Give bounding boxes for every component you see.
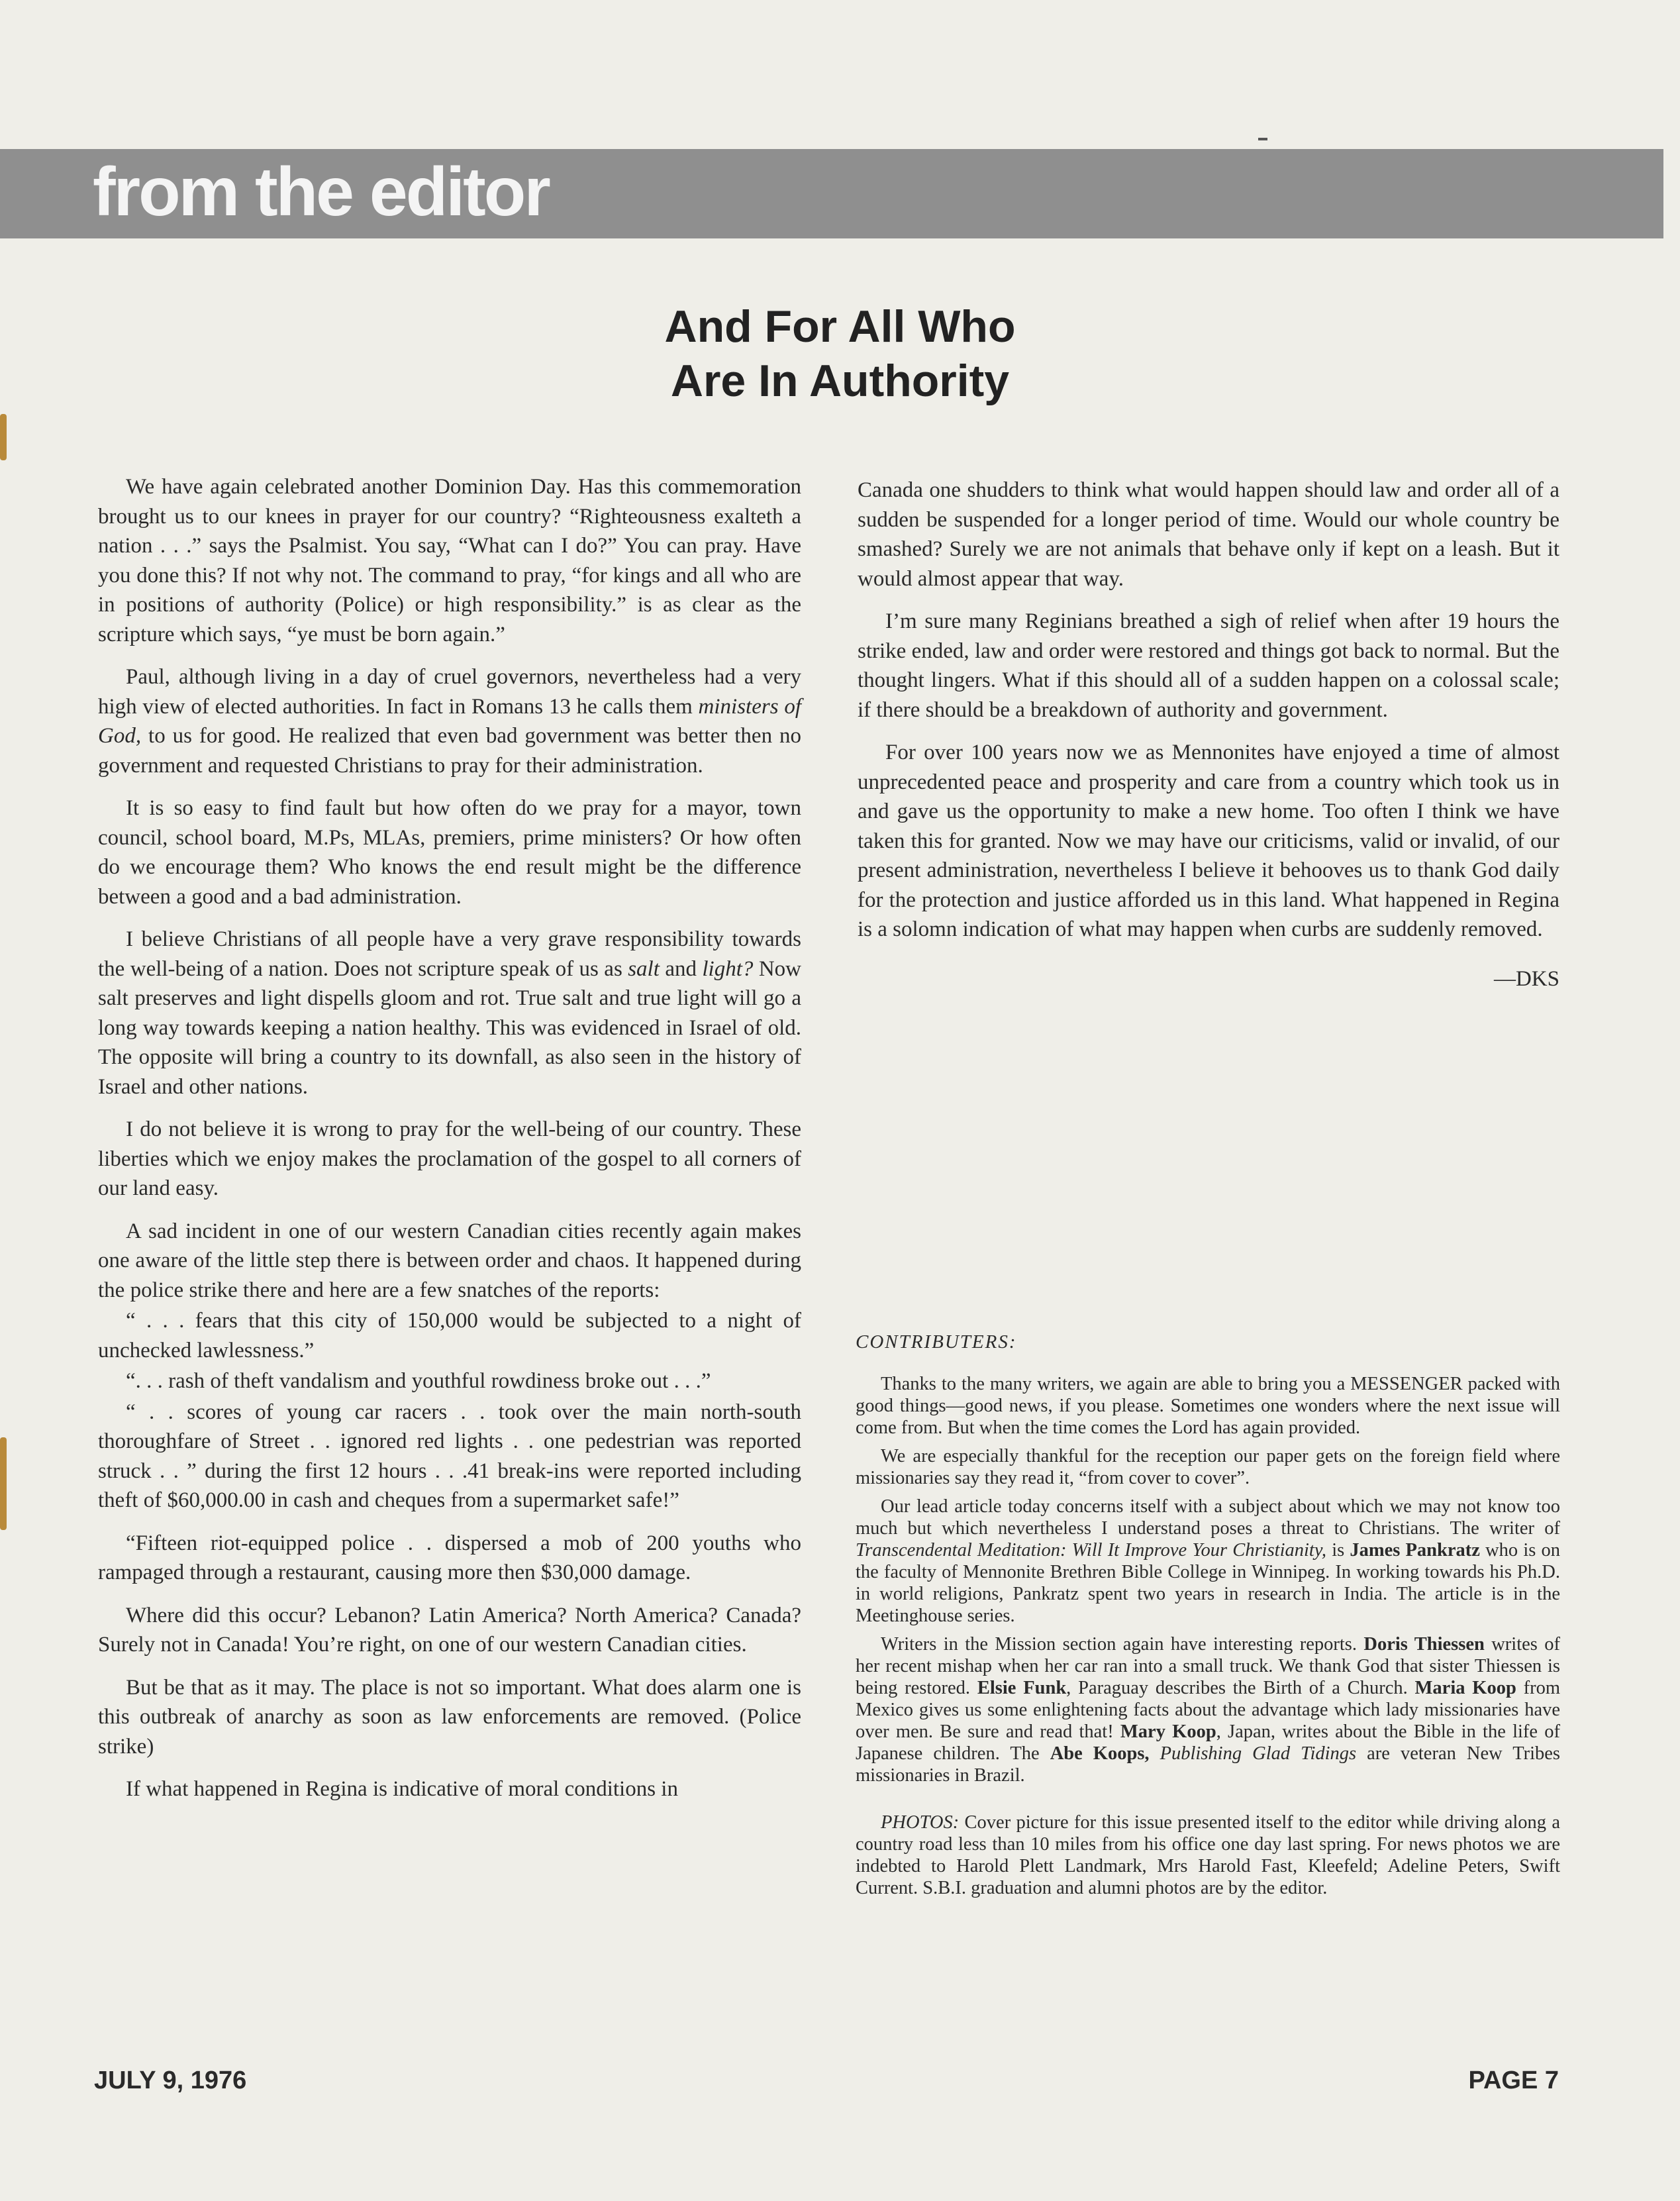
left-column-paragraph: “ . . . fears that this city of 150,000 would be subjected to a night of unchecked lawlessness.” [98, 1309, 801, 1362]
left-column-paragraph: “ . . scores of young car racers . . took over the main north-south thoroughfare of Street . . ignored red lights . . one pedestrian was reported struck . . ” during the first 12 hours . . .41 break-ins were reported including theft of $60,000.00 in cash and cheques from a supermarket safe!” [98, 1400, 801, 1512]
left-column-paragraph: But be that as it may. The place is not so important. What does alarm one is this outbreak of anarchy as soon as law enforcements are removed. (Police strike) [98, 1675, 801, 1759]
left-column-paragraph: We have again celebrated another Dominion Day. Has this commemoration brought us to our knees in prayer for our country? “Righteousness exalteth a nation . . .” says the Psalmist. You say, “What can I do?” You can pray. Have you done this? If not why not. The command to pray, “for kings and all who are in positions of authority (Police) or high responsibility.” is as clear as the scripture which says, “ye must be born again.” [98, 475, 801, 646]
contributors-paragraph: We are especially thankful for the reception our paper gets on the foreign field where missionaries say they read it, “from cover to cover”. [856, 1446, 1560, 1488]
left-column-paragraph: Where did this occur? Lebanon? Latin America? North America? Canada? Surely not in Canada! You’re right, on one of our western Canadian cities. [98, 1603, 801, 1657]
section-banner [0, 149, 1663, 238]
left-column-paragraph: A sad incident in one of our western Canadian cities recently again makes one aware of the little step there is between order and chaos. It happened during the police strike there and here are a few snatches of the reports: [98, 1219, 801, 1302]
contributors-paragraphs [856, 1373, 1560, 1786]
left-column-paragraph: “Fifteen riot-equipped police . . dispersed a mob of 200 youths who rampaged through a restaurant, causing more then $30,000 damage. [98, 1531, 801, 1584]
left-column-paragraph: I believe Christians of all people have a very grave responsibility towards the well-being of a nation. Does not scripture speak of us as salt and light? Now salt preserves and light dispells gloom and rot. True salt and true light will go a long way towards keeping a nation healthy. This was evidenced in Israel of old. The opposite will bring a country to its downfall, as also seen in the history of Israel and other nations. [98, 927, 801, 1099]
photos-label: PHOTOS: [881, 1812, 960, 1833]
article-left-column [98, 472, 801, 1817]
issue-date: JULY 9, 1976 [94, 2067, 247, 2094]
right-column-paragraph: For over 100 years now we as Mennonites have enjoyed a time of almost unprecedented peace and prosperity and care from a country which took us in and gave us the opportunity to make a new home. Too often I think we have taken this for granted. Now we may have our criticisms, valid or invalid, of our present administration, nevertheless I believe it behooves us to thank God daily for the protection and justice afforded us in this land. What happened in Regina is a solomn indication of what may happen when curbs are suddenly removed. [858, 741, 1559, 941]
contributors-section [856, 1331, 1560, 1906]
contributors-paragraph: Thanks to the many writers, we again are able to bring you a MESSENGER packed with good things—good news, if you please. Sometimes one wonders where the next issue will come from. But when the time comes the Lord has again provided. [856, 1374, 1560, 1438]
headline-line-2: Are In Authority [670, 356, 1010, 406]
contributors-paragraph: Writers in the Mission section again have interesting reports. Doris Thiessen writes of her recent mishap when her car ran into a small truck. We thank God that sister Thiessen is being restored. Elsie Funk, Paraguay describes the Birth of a Church. Maria Koop from Mexico gives us some enlightening facts about the advantage which lady missionaries have over men. Be sure and read that! Mary Koop, Japan, writes about the Bible in the life of Japanese children. The Abe Koops, Publishing Glad Tidings are veteran New Tribes missionaries in Brazil. [856, 1634, 1561, 1786]
contributors-paragraph: Our lead article today concerns itself with a subject about which we may not know too much but which nevertheless I understand poses a threat to Christians. The writer of Transcendental Meditation: Will It Improve Your Christianity, is James Pankratz who is on the faculty of Mennonite Brethren Bible College in Winnipeg. In working towards his Ph.D. in world religions, Pankratz spent two years in research in India. The article is in the Meetinghouse series. [856, 1496, 1560, 1626]
left-column-paragraph: I do not believe it is wrong to pray for the well-being of our country. These liberties which we enjoy makes the proclamation of the gospel to all corners of our land easy. [98, 1117, 801, 1200]
right-column-paragraphs [858, 476, 1559, 945]
left-column-paragraph: “. . . rash of theft vandalism and youthful rowdiness broke out . . .” [126, 1369, 711, 1393]
binding-mark [0, 1437, 7, 1530]
right-column-paragraph: Canada one shudders to think what would happen should law and order all of a sudden be suspended for a longer period of time. Would our whole country be smashed? Surely we are not animals that behave only if kept on a leash. But it would almost appear that way. [858, 478, 1559, 591]
right-column-paragraph: I’m sure many Reginians breathed a sigh of relief when after 19 hours the strike ended, law and order were restored and things got back to normal. But the thought lingers. What if this should all of a sudden happen on a colossal scale; if there should be a breakdown of authority and government. [858, 609, 1559, 722]
left-column-paragraph: Paul, although living in a day of cruel governors, nevertheless had a very high view of elected authorities. In fact in Romans 13 he calls them ministers of God, to us for good. He realized that even bad government was better then no government and requested Christians to pray for their administration. [98, 665, 801, 778]
stray-mark [1258, 138, 1267, 140]
left-column-paragraph: If what happened in Regina is indicative of moral conditions in [126, 1777, 678, 1801]
left-column-paragraph: It is so easy to find fault but how often do we pray for a mayor, town council, school board, M.Ps, MLAs, premiers, prime ministers? Or how often do we encourage them? Who knows the end result might be the difference between a good and a bad administration. [98, 796, 801, 909]
editor-signature: —DKS [1493, 966, 1559, 991]
section-title: from the editor [93, 154, 549, 230]
photos-credit [856, 1812, 1560, 1899]
headline-line-1: And For All Who [664, 301, 1016, 352]
article-right-column [858, 476, 1559, 994]
page-number: PAGE 7 [1468, 2067, 1559, 2094]
binding-mark [0, 414, 7, 460]
article-headline [0, 299, 1680, 408]
contributors-heading: CONTRIBUTERS: [856, 1331, 1017, 1353]
photos-text: Cover picture for this issue presented itself to the editor while driving along a country road less than 10 miles from his office one day last spring. For news photos we are indebted to Harold Plett Landmark, Mrs Harold Fast, Kleefeld; Adeline Peters, Swift Current. S.B.I. graduation and alumni photos are by the editor. [856, 1812, 1560, 1898]
